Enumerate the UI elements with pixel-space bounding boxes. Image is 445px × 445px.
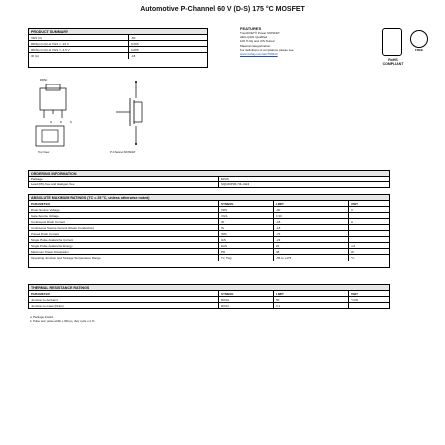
summary-param: ID (A) xyxy=(29,53,129,59)
features-header: FEATURES xyxy=(240,26,262,31)
column-header: PARAMETER xyxy=(29,201,219,206)
unit-cell: W xyxy=(351,250,354,254)
feature-item: AEC-Q101 Qualified xyxy=(240,35,268,40)
ordering-param: Lead (Pb)-free and Halogen-free xyxy=(29,182,219,187)
rohs-label: RoHS xyxy=(388,58,398,62)
parameter-cell: Junction-to-Case (Drain) xyxy=(29,303,219,309)
symbol-cell: IAS xyxy=(219,237,274,242)
pin-label-d: D xyxy=(60,120,63,124)
column-header: SYMBOL xyxy=(219,201,274,206)
absolute-max-ratings-header: ABSOLUTE MAXIMUM RATINGS (TC = 25 °C, unless otherwise noted) xyxy=(29,195,389,201)
limit-cell: -72 xyxy=(274,231,349,236)
ordering-param: Package xyxy=(29,177,219,181)
parameter-cell: Drain-Source Voltage xyxy=(29,207,219,212)
summary-param: RDS(on) (Ω) at VGS = -4.5 V xyxy=(29,47,129,52)
notes-section xyxy=(30,316,230,323)
column-header: LIMIT xyxy=(274,201,349,206)
note-item: b. Pulse test; pulse width ≤ 300 μs, duty cycle ≤ 2 %. xyxy=(30,318,96,323)
product-summary-table xyxy=(28,28,208,68)
parameter-cell: Maximum Power Dissipation xyxy=(29,249,219,254)
mosfet-symbol xyxy=(112,78,152,148)
symbol-cell: IS xyxy=(219,225,274,230)
unit-cell xyxy=(349,225,391,230)
top-view-label: Top View xyxy=(38,150,50,154)
feature-item: Material categorization: xyxy=(240,43,272,48)
free-label: FREE xyxy=(414,48,423,52)
summary-param: RDS(on) (Ω) at VGS = -10 V xyxy=(29,41,129,46)
unit-cell: °C/W xyxy=(351,298,359,302)
unit-cell: V xyxy=(351,208,354,212)
parameter-cell: Gate-Source Voltage xyxy=(29,213,219,218)
halogen-free-icon xyxy=(382,28,402,56)
column-header: UNIT xyxy=(351,202,358,206)
column-header: SYMBOL xyxy=(219,291,274,296)
symbol-cell: RthJC xyxy=(219,303,274,309)
limit-cell: ± 20 xyxy=(274,213,349,218)
unit-cell: A xyxy=(351,220,354,224)
ordering-value: DPAK xyxy=(221,177,229,181)
package-drawing xyxy=(32,84,82,122)
symbol-cell: RthJA xyxy=(219,297,274,302)
limit-cell: -18 xyxy=(274,225,349,230)
unit-cell xyxy=(349,303,391,309)
feature-link[interactable]: www.vishay.com/doc?99912 xyxy=(240,52,278,57)
ordering-info-header: ORDERING INFORMATION xyxy=(29,171,389,177)
symbol-cell: IDM xyxy=(219,231,274,236)
thermal-resistance-table xyxy=(28,284,390,309)
absolute-max-ratings-table xyxy=(28,194,390,268)
symbol-cell: ID xyxy=(219,219,274,224)
limit-cell: -23 xyxy=(274,237,349,242)
limit-cell: -60 xyxy=(274,207,349,212)
summary-value: -60 xyxy=(131,36,136,40)
column-header: PARAMETER xyxy=(29,291,219,296)
parameter-cell: Pulsed Drain Current xyxy=(29,231,219,236)
pin-label-g: G xyxy=(50,120,53,124)
parameter-cell: Continuous Drain Current xyxy=(29,219,219,224)
note-item: a. Package limited. xyxy=(30,315,54,319)
summary-value: -18 xyxy=(131,54,136,58)
lead-free-icon xyxy=(410,30,428,48)
unit-cell xyxy=(349,213,391,218)
unit-cell xyxy=(349,237,391,242)
parameter-cell: Operating Junction and Storage Temperature Range xyxy=(29,255,219,261)
thermal-resistance-header: THERMAL RESISTANCE RATINGS xyxy=(29,285,389,291)
symbol-cell: TJ, Tstg xyxy=(219,255,274,261)
limit-cell: -55 to +175 xyxy=(274,255,349,261)
limit-cell: 50 xyxy=(274,297,349,302)
symbol-cell: EAS xyxy=(219,243,274,248)
feature-item: TrenchFET® Power MOSFET xyxy=(240,31,280,35)
limit-cell: 48 xyxy=(274,249,349,254)
ordering-value: SQD40P06-73L-GE3 xyxy=(221,182,250,186)
limit-cell: 3.1 xyxy=(274,303,349,309)
parameter-cell: Single Pulse Avalanche Current xyxy=(29,237,219,242)
rohs-badge xyxy=(380,58,406,66)
feature-item: 100 % Rg and UIS Tested xyxy=(240,39,275,44)
summary-param: VDS (V) xyxy=(29,35,129,40)
unit-cell: mJ xyxy=(351,244,355,248)
table-row xyxy=(29,255,389,261)
table-row xyxy=(29,182,389,187)
column-header: UNIT xyxy=(351,292,358,296)
symbol-cell: VDS xyxy=(219,207,274,212)
table-row xyxy=(29,53,207,59)
symbol-cell: VGS xyxy=(219,213,274,218)
features-section xyxy=(240,26,380,56)
symbol-cell: PD xyxy=(219,249,274,254)
column-header: LIMIT xyxy=(274,291,349,296)
mosfet-symbol-label: P-Channel MOSFET xyxy=(110,150,136,154)
unit-cell xyxy=(349,231,391,236)
page-title: Automotive P-Channel 60 V (D-S) 175 °C MOSFET xyxy=(140,6,305,13)
parameter-cell: Junction-to-Ambient xyxy=(29,297,219,302)
parameter-cell: Continuous Source Current (Diode Conduction) xyxy=(29,225,219,230)
feature-item: For definitions of compliance please see xyxy=(240,47,294,52)
package-label: DPAK xyxy=(40,78,48,82)
ordering-info-table xyxy=(28,170,390,188)
parameter-cell: Single Pulse Avalanche Energy xyxy=(29,243,219,248)
table-row xyxy=(29,303,389,309)
rohs-compliant-label: COMPLIANT xyxy=(382,62,404,66)
pin-label-s: S xyxy=(70,120,72,124)
unit-cell: °C xyxy=(351,256,355,260)
limit-cell: -18 xyxy=(274,219,349,224)
summary-value: 0.065 xyxy=(131,42,139,46)
product-summary-header: PRODUCT SUMMARY xyxy=(29,29,207,35)
summary-value: 0.085 xyxy=(131,48,139,52)
limit-cell: 26 xyxy=(274,243,349,248)
package-outline-view xyxy=(32,124,68,150)
